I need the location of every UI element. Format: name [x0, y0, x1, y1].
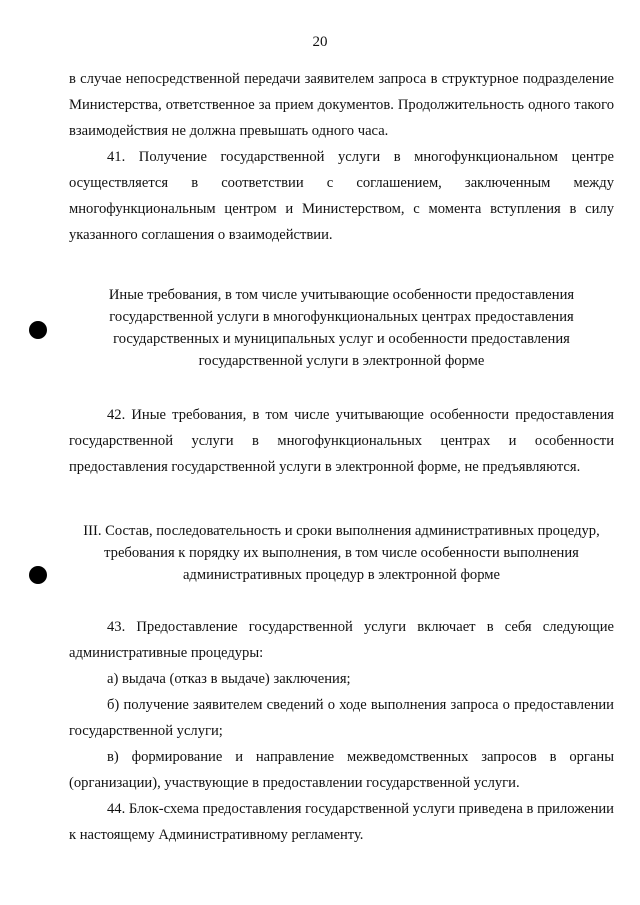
- list-item-a: а) выдача (отказ в выдаче) заключения;: [107, 671, 351, 687]
- paragraph-44: 44. Блок-схема предоставления государственной услуги приведена в приложении к настоящему Административному регламенту.: [69, 801, 614, 843]
- list-item-b: б) получение заявителем сведений о ходе выполнения запроса о предоставлении государственной услуги;: [69, 697, 614, 739]
- paragraph-42: 42. Иные требования, в том числе учитывающие особенности предоставления государственной услуги в многофункциональных центрах и особенности предоставления государственной услуги в электронной форме, не предъявляются.: [69, 407, 614, 475]
- paragraph-continuation: в случае непосредственной передачи заявителем запроса в структурное подразделение Министерства, ответственное за прием документов. Продолжительность одного такого взаимодействия не должна превышать одного часа.: [69, 71, 614, 139]
- punch-hole-mark: [29, 566, 47, 584]
- list-item-v: в) формирование и направление межведомственных запросов в органы (организации), участвующие в предоставлении государственной услуги.: [69, 749, 614, 791]
- page-number: 20: [312, 34, 328, 50]
- heading-section-3: III. Состав, последовательность и сроки выполнения административных процедур, требования к порядку их выполнения, в том числе особенности выполнения административных процедур в электронной форме: [83, 523, 600, 583]
- paragraph-41: 41. Получение государственной услуги в многофункциональном центре осуществляется в соответствии с соглашением, заключенным между многофункциональным центром и Министерством, с момента вступления в силу указанного соглашения о взаимодействии.: [69, 149, 614, 243]
- paragraph-43: 43. Предоставление государственной услуги включает в себя следующие административные процедуры:: [69, 619, 614, 661]
- heading-other-requirements: Иные требования, в том числе учитывающие особенности предоставления государственной услуги в многофункциональных центрах предоставления государственных и муниципальных услуг и особенности предоставления государственной услуги в электронной форме: [108, 287, 575, 369]
- document-body: [69, 66, 614, 848]
- punch-hole-mark: [29, 321, 47, 339]
